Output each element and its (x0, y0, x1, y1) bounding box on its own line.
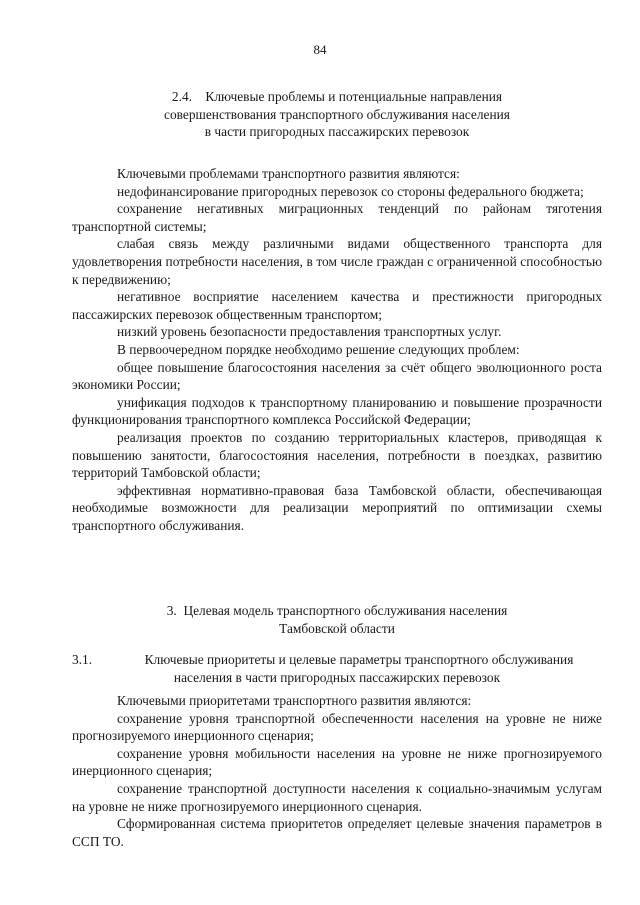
problem-item: слабая связь между различными видами общественного транспорта для удовлетворения потребности населения, в том числе граждан с ограниченной способностью к передвижению; (72, 236, 602, 287)
section-3-heading (72, 602, 602, 637)
problem-item: недофинансирование пригородных перевозок со стороны федерального бюджета; (117, 183, 584, 199)
conclusion: Сформированная система приоритетов определяет целевые значения параметров в ССП ТО. (72, 816, 602, 849)
solution-item: общее повышение благосостояния населения за счёт общего эволюционного роста экономики России; (72, 359, 602, 393)
problem-item: низкий уровень безопасности предоставления транспортных услуг. (117, 324, 502, 340)
problem-item: негативное восприятие населением качества и престижности пригородных пассажирских перевозок общественным транспортом; (72, 289, 602, 322)
problems-intro: Ключевыми проблемами транспортного развития являются: (117, 166, 460, 181)
section-3-1-heading (72, 651, 602, 686)
heading-line: 3. Целевая модель транспортного обслуживания населения (166, 603, 508, 618)
page-number: 84 (313, 42, 327, 57)
solutions-intro: В первоочередном порядке необходимо решение следующих проблем: (117, 341, 520, 357)
priorities-intro: Ключевыми приоритетами транспортного развития являются: (117, 693, 472, 708)
heading-line: Ключевые приоритеты и целевые параметры транспортного обслуживания (144, 652, 574, 667)
heading-line: населения в части пригородных пассажирских перевозок (173, 669, 501, 685)
section-number: 3.1. (72, 652, 93, 667)
section-2-4-body (72, 165, 602, 534)
priority-item: сохранение уровня мобильности населения на уровне не ниже прогнозируемого инерционного сценария; (72, 745, 602, 779)
priority-item: сохранение уровня транспортной обеспеченности населения на уровне не ниже прогнозируемого инерционного сценария; (72, 710, 602, 744)
priority-item: сохранение транспортной доступности населения к социально-значимым услугам на уровне не ниже прогнозируемого инерционного сценария. (72, 780, 602, 814)
section-3-1-body (72, 692, 602, 850)
solution-item: реализация проектов по созданию территориальных кластеров, приводящая к повышению занятости, благосостояния населения, потребности в поездках, развитию территорий Тамбовской области; (72, 429, 602, 481)
heading-line: 2.4. Ключевые проблемы и потенциальные направления (171, 89, 503, 104)
solution-item: эффективная нормативно-правовая база Тамбовской области, обеспечивающая необходимые возможности для реализации мероприятий по оптимизации схемы транспортного обслуживания. (72, 482, 602, 533)
heading-line: Тамбовской области (279, 620, 395, 636)
problem-item: сохранение негативных миграционных тенденций по районам тяготения транспортной системы; (72, 201, 602, 234)
heading-line: совершенствования транспортного обслуживания населения (164, 106, 510, 122)
section-2-4-heading (72, 88, 602, 141)
solution-item: унификация подходов к транспортному планированию и повышение прозрачности функционирования транспортного комплекса Российской Федерации; (72, 394, 602, 428)
heading-line: в части пригородных пассажирских перевозок (204, 124, 470, 140)
